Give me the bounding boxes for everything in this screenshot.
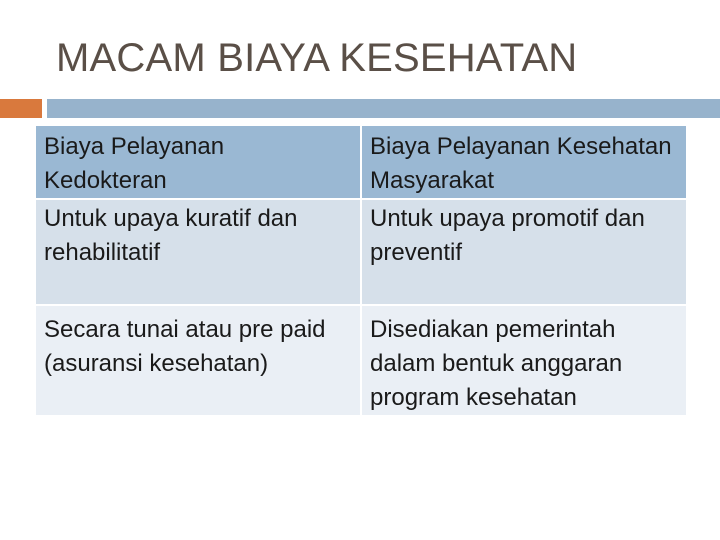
header-cell-kedokteran: Biaya Pelayanan Kedokteran <box>36 126 361 199</box>
title-accent-bar-orange <box>0 99 42 118</box>
table-cell: Untuk upaya kuratif dan rehabilitatif <box>36 199 361 305</box>
table-row <box>36 305 686 415</box>
comparison-table <box>36 126 686 415</box>
table-row <box>36 199 686 305</box>
table-cell: Disediakan pemerintah dalam bentuk anggaran program kesehatan <box>361 305 686 415</box>
header-cell-kesehatan-masyarakat: Biaya Pelayanan Kesehatan Masyarakat <box>361 126 686 199</box>
table-header-row <box>36 126 686 199</box>
table-cell: Untuk upaya promotif dan preventif <box>361 199 686 305</box>
table-cell: Secara tunai atau pre paid (asuransi kesehatan) <box>36 305 361 415</box>
title-accent-bar-blue <box>47 99 720 118</box>
slide-title: MACAM BIAYA KESEHATAN <box>56 36 578 80</box>
